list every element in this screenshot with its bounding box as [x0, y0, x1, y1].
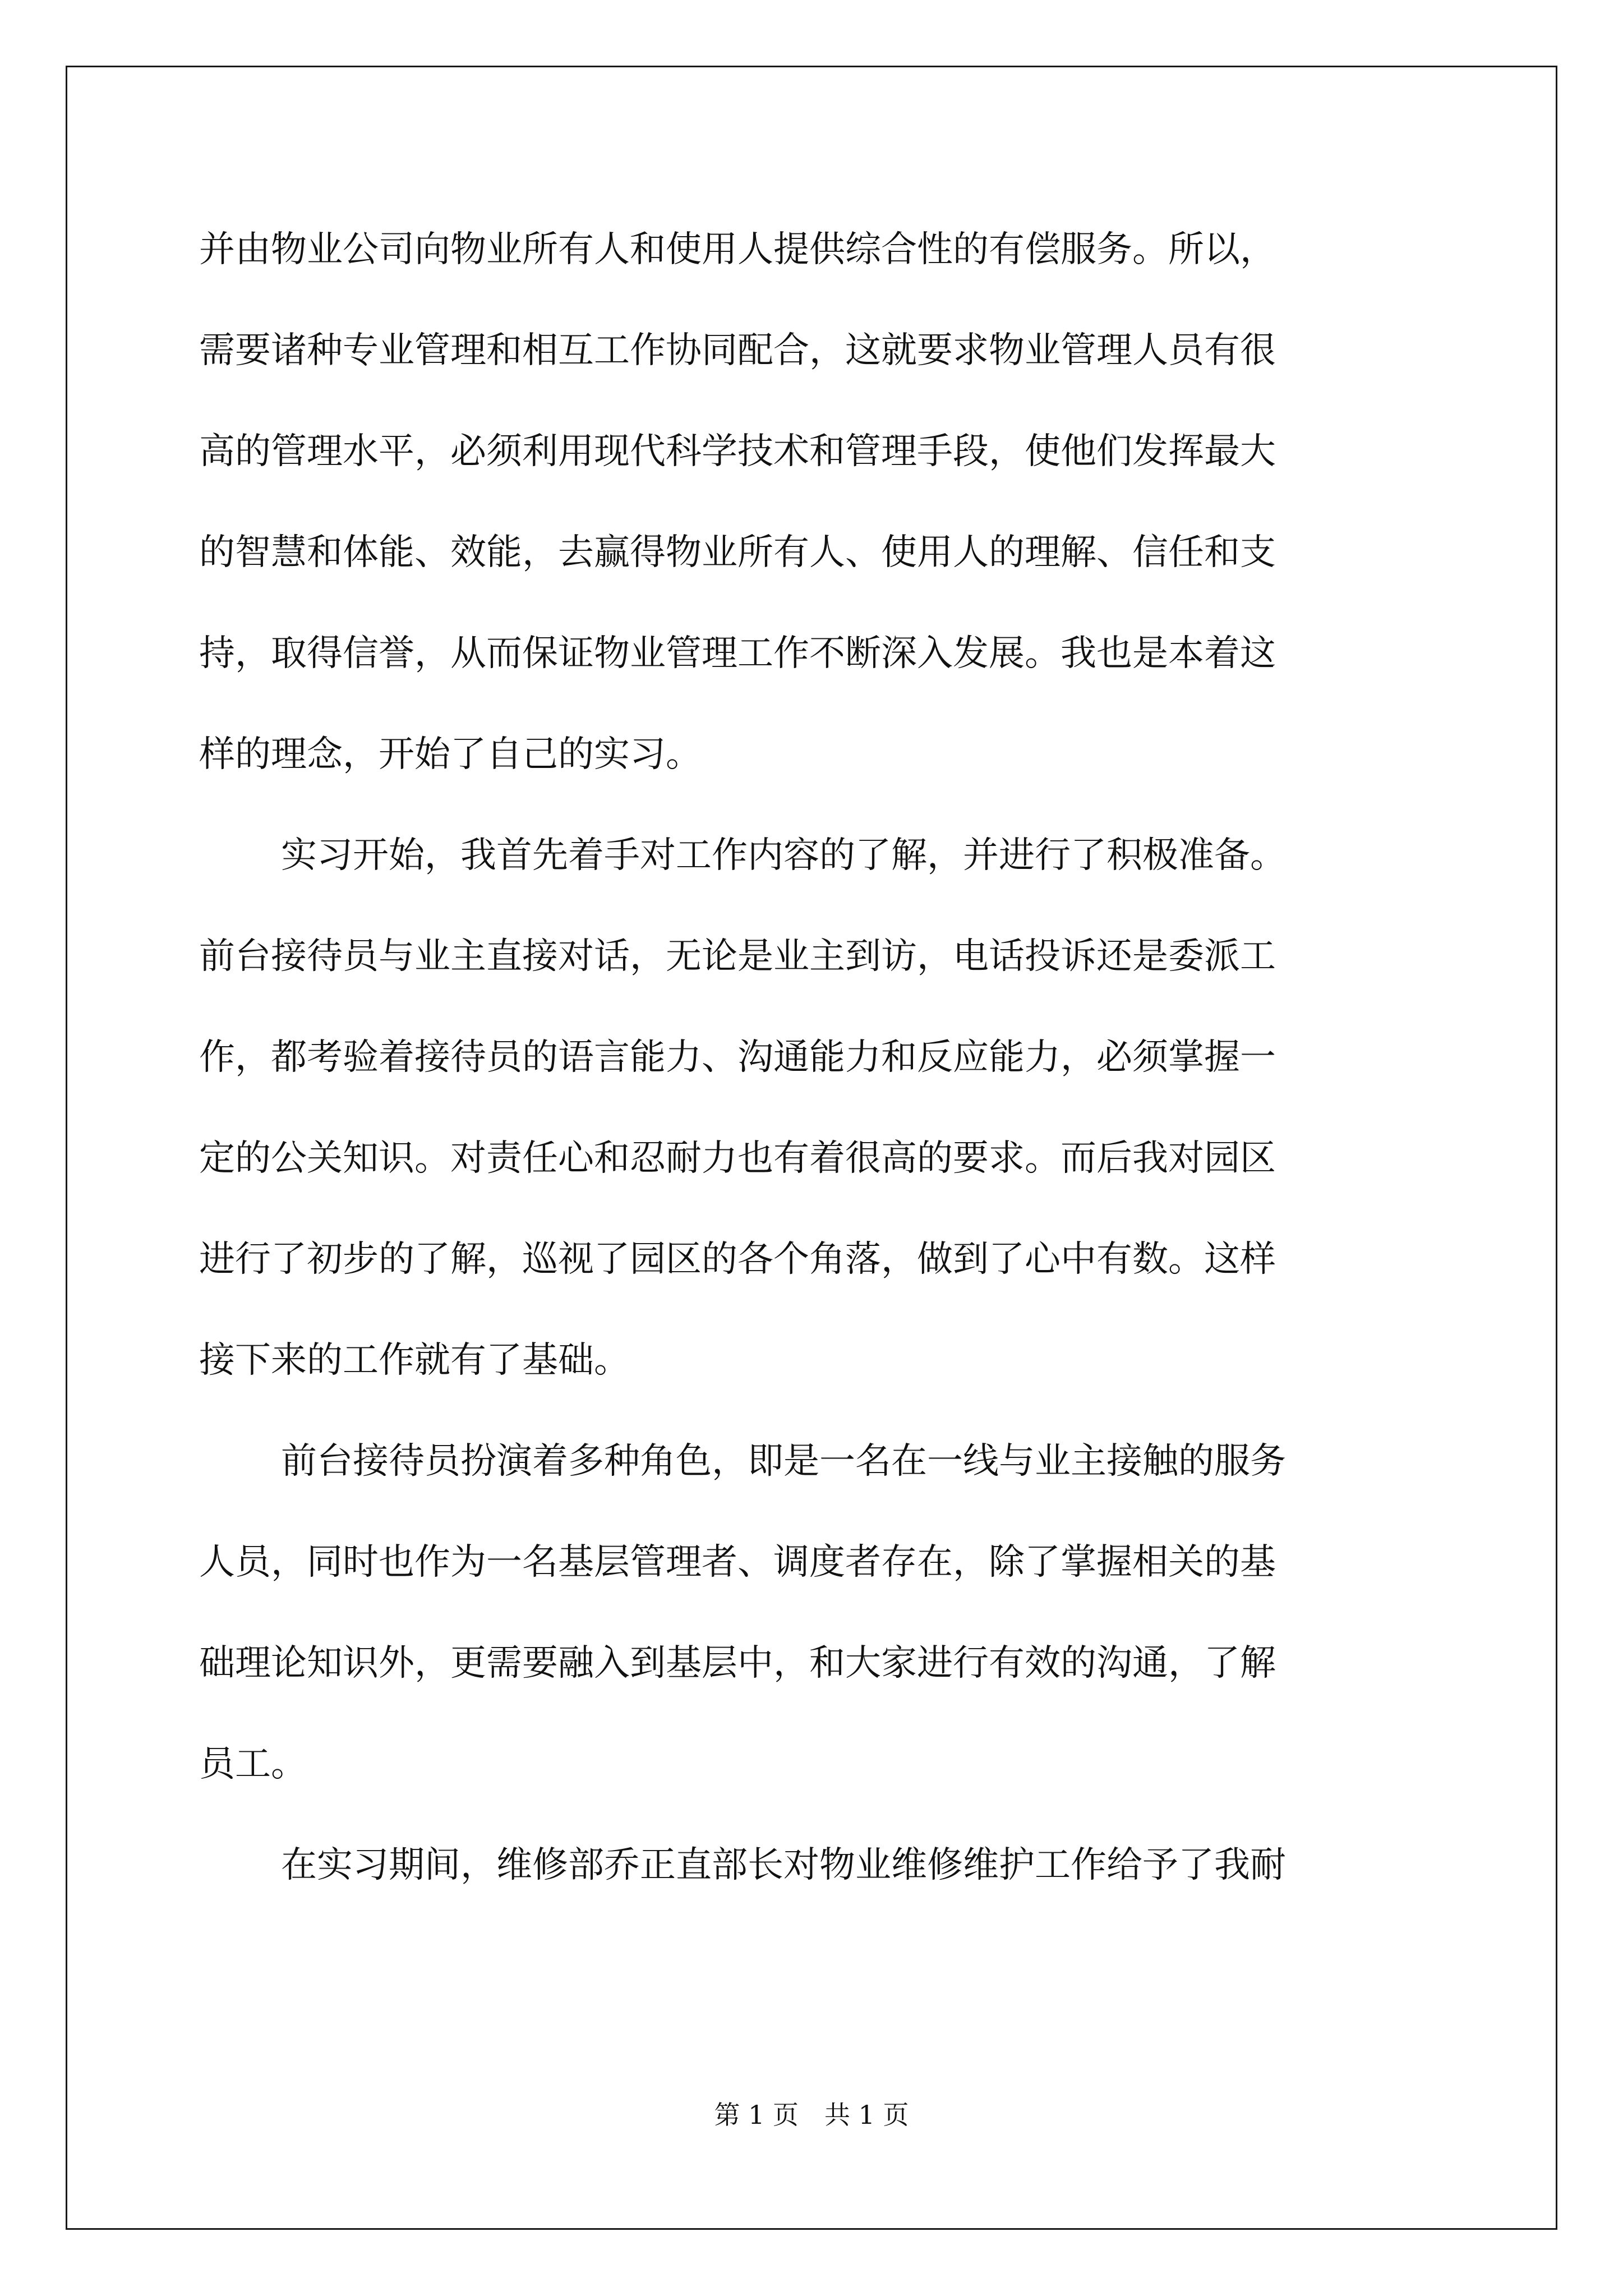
text-line: 人员，同时也作为一名基层管理者、调度者存在，除了掌握相关的基 — [199, 1542, 1276, 1583]
text-line: 并由物业公司向物业所有人和使用人提供综合性的有偿服务。所以， — [199, 229, 1276, 270]
text-line: 需要诸种专业管理和相互工作协同配合，这就要求物业管理人员有很 — [199, 330, 1276, 371]
document-body — [199, 199, 1433, 1916]
text-line: 前台接待员与业主直接对话，无论是业主到访，电话投诉还是委派工 — [199, 936, 1276, 977]
text-line: 的智慧和体能、效能，去赢得物业所有人、使用人的理解、信任和支 — [199, 532, 1276, 573]
text-line: 定的公关知识。对责任心和忍耐力也有着很高的要求。而后我对园区 — [199, 1138, 1276, 1179]
text-line: 作，都考验着接待员的语言能力、沟通能力和反应能力，必须掌握一 — [199, 1037, 1276, 1078]
text-line: 高的管理水平，必须利用现代科学技术和管理手段，使他们发挥最大 — [199, 431, 1276, 472]
paragraph-first-line: 前台接待员扮演着多种角色，即是一名在一线与业主接触的服务 — [281, 1441, 1286, 1482]
text-line: 接下来的工作就有了基础。 — [199, 1340, 630, 1381]
text-line: 员工。 — [199, 1743, 307, 1785]
text-line: 持，取得信誉，从而保证物业管理工作不断深入发展。我也是本着这 — [199, 633, 1276, 674]
text-line: 进行了初步的了解，巡视了园区的各个角落，做到了心中有数。这样 — [199, 1239, 1276, 1280]
text-line: 础理论知识外，更需要融入到基层中，和大家进行有效的沟通，了解 — [199, 1642, 1276, 1684]
page-number-footer: 第 1 页 共 1 页 — [714, 2100, 909, 2130]
paragraph-first-line: 在实习期间，维修部乔正直部长对物业维修维护工作给予了我耐 — [281, 1844, 1286, 1886]
text-line: 样的理念，开始了自己的实习。 — [199, 734, 702, 775]
paragraph-first-line: 实习开始，我首先着手对工作内容的了解，并进行了积极准备。 — [281, 835, 1286, 876]
